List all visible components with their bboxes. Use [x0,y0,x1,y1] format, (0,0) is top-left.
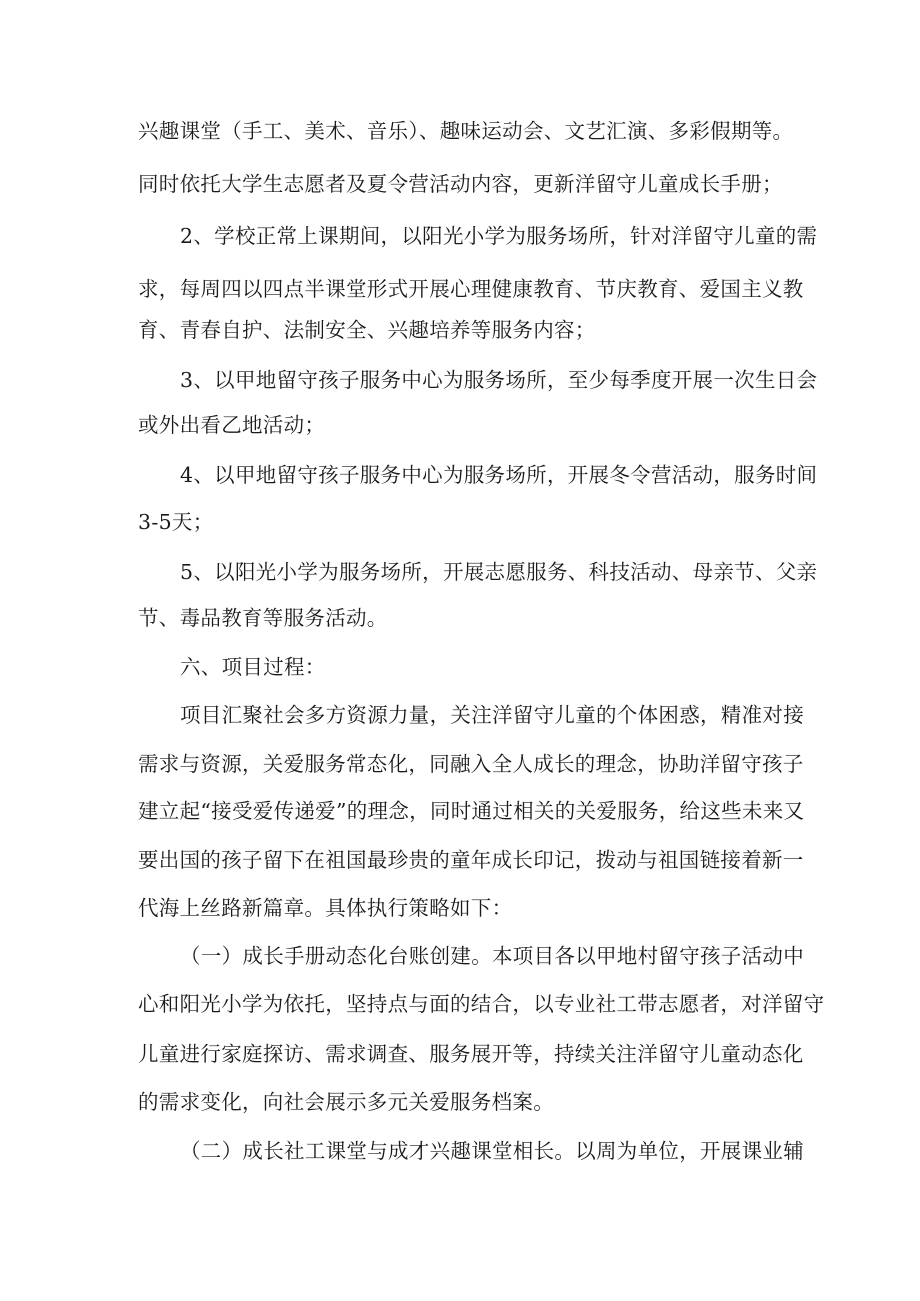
text-line: 2、学校正常上课期间，以阳光小学为服务场所，针对洋留守儿童的需 [180,224,818,248]
text-line: 5、以阳光小学为服务场所，开展志愿服务、科技活动、母亲节、父亲 [180,560,818,584]
text-line: 求，每周四以四点半课堂形式开展心理健康教育、节庆教育、爱国主义教 [138,277,804,301]
text-line: 同时依托大学生志愿者及夏令营活动内容，更新洋留守儿童成长手册； [138,172,783,196]
text-line: 的需求变化，向社会展示多元关爱服务档案。 [138,1090,554,1114]
text-line: 兴趣课堂（手工、美术、音乐）、趣味运动会、文艺汇演、多彩假期等。 [138,119,794,143]
section-heading: 六、项目过程： [180,655,326,679]
text-line: 育、青春自护、法制安全、兴趣培养等服务内容； [138,318,596,342]
text-line: 节、毒品教育等服务活动。 [138,606,388,630]
text-line: 需求与资源，关爱服务常态化，同融入全人成长的理念，协助洋留守孩子 [138,752,804,776]
text-line: 项目汇聚社会多方资源力量，关注洋留守儿童的个体困惑，精准对接 [180,703,804,727]
text-line: 或外出看乙地活动； [138,413,326,437]
text-line: 要出国的孩子留下在祖国最珍贵的童年成长印记，拨动与祖国链接着新一 [138,848,804,872]
text-line: 建立起“接受爱传递爱”的理念，同时通过相关的关爱服务，给这些未来又 [138,799,805,823]
text-line: （二）成长社工课堂与成才兴趣课堂相长。以周为单位，开展课业辅 [180,1139,804,1163]
text-line: 儿童进行家庭探访、需求调查、服务展开等，持续关注洋留守儿童动态化 [138,1042,804,1066]
text-line: （一）成长手册动态化台账创建。本项目各以甲地村留守孩子活动中 [180,944,804,968]
text-line: 3-5天； [138,510,214,534]
text-line: 代海上丝路新篇章。具体执行策略如下： [138,896,513,920]
text-line: 3、以甲地留守孩子服务中心为服务场所，至少每季度开展一次生日会 [180,368,818,392]
text-line: 心和阳光小学为依托，坚持点与面的结合，以专业社工带志愿者，对洋留守 [138,992,825,1016]
text-line: 4、以甲地留守孩子服务中心为服务场所，开展冬令营活动，服务时间 [180,463,818,487]
